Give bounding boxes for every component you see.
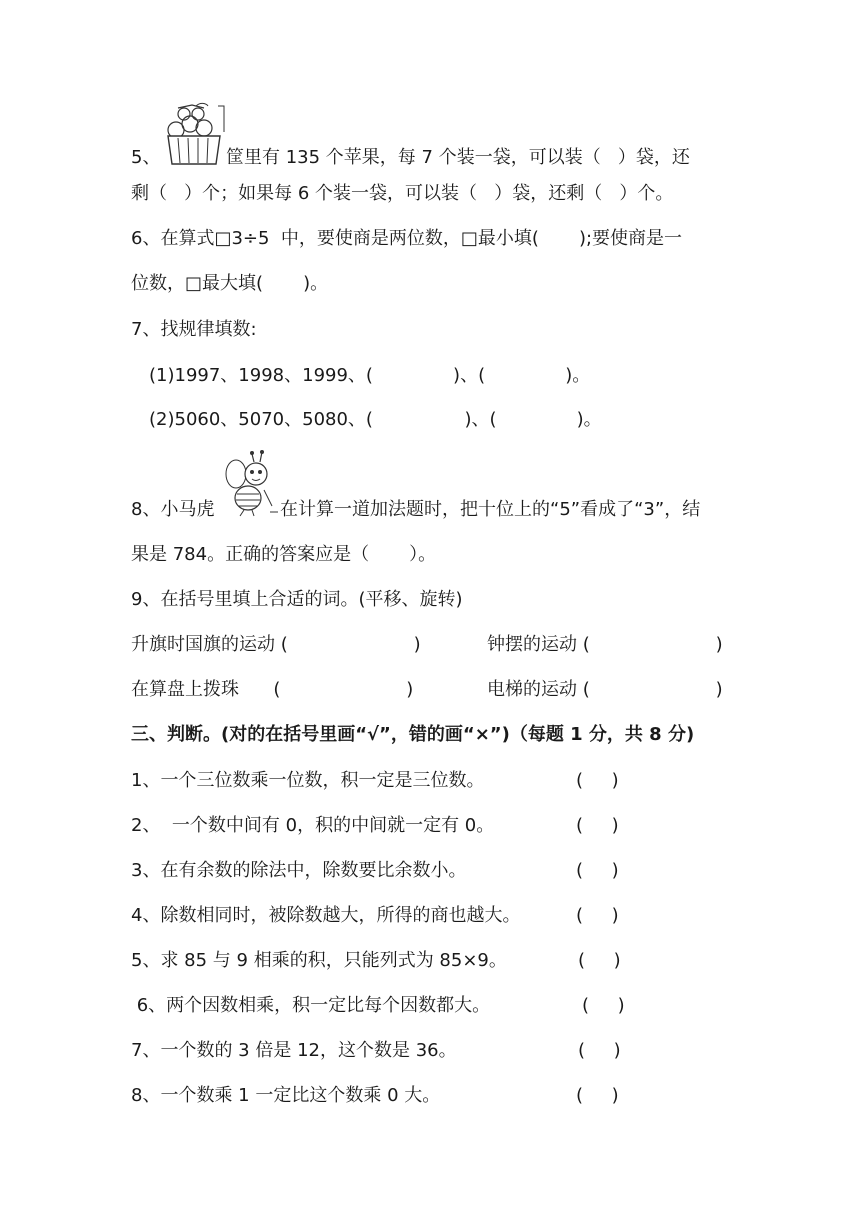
q5-text-2: 剩（ ）个；如果每 6 个装一袋，可以装（ ）袋，还剩（ ）个。: [131, 183, 674, 204]
q8-text-2: 果是 784。正确的答案应是（ ）。: [131, 544, 437, 565]
judge-item-1: 1、一个三位数乘一位数，积一定是三位数。: [131, 770, 485, 791]
q9-item-flag: 升旗时国旗的运动 ( ): [131, 634, 421, 655]
judge-item-8: 8、一个数乘 1 一定比这个数乘 0 大。: [131, 1085, 441, 1106]
judge-item-4: 4、除数相同时，被除数越大，所得的商也越大。: [131, 905, 521, 926]
judge-blank-3: ( ): [576, 860, 619, 881]
judge-blank-6: ( ): [582, 995, 625, 1016]
q8-text-start: 8、小马虎: [131, 499, 215, 520]
q5-number: 5、: [131, 147, 161, 168]
judge-item-6: 6、两个因数相乘，积一定比每个因数都大。: [131, 995, 491, 1016]
judge-item-7: 7、一个数的 3 倍是 12，这个数是 36。: [131, 1040, 457, 1061]
q9-title: 9、在括号里填上合适的词。(平移、旋转): [131, 589, 463, 610]
q6-text-2: 位数，□最大填( )。: [131, 273, 329, 294]
judge-blank-8: ( ): [576, 1085, 619, 1106]
q9-item-pendulum: 钟摆的运动 ( ): [487, 634, 723, 655]
q8-text-rest: 在计算一道加法题时，把十位上的“5”看成了“3”，结: [280, 499, 701, 520]
judge-item-3: 3、在有余数的除法中，除数要比余数小。: [131, 860, 467, 881]
q7-item-2: (2)5060、5070、5080、( )、( )。: [149, 409, 602, 430]
bee-cartoon-image: [222, 450, 282, 518]
apple-basket-image: [160, 102, 226, 166]
judge-blank-4: ( ): [576, 905, 619, 926]
q7-item-1: (1)1997、1998、1999、( )、( )。: [149, 365, 591, 386]
judge-item-2: 2、 一个数中间有 0，积的中间就一定有 0。: [131, 815, 495, 836]
judge-item-5: 5、求 85 与 9 相乘的积，只能列式为 85×9。: [131, 950, 507, 971]
q6-text-1: 6、在算式□3÷5 中，要使商是两位数，□最小填( );要使商是一: [131, 228, 683, 249]
q7-title: 7、找规律填数:: [131, 319, 257, 340]
judge-blank-2: ( ): [576, 815, 619, 836]
judge-blank-5: ( ): [578, 950, 621, 971]
judge-blank-1: ( ): [576, 770, 619, 791]
section3-title: 三、判断。(对的在括号里画“√”，错的画“×”)（每题 1 分，共 8 分): [131, 724, 695, 745]
q9-item-elevator: 电梯的运动 ( ): [487, 679, 723, 700]
q5-text-1: 筐里有 135 个苹果，每 7 个装一袋，可以装（ ）袋，还: [226, 147, 690, 168]
q9-item-abacus: 在算盘上拨珠 ( ): [131, 679, 414, 700]
judge-blank-7: ( ): [578, 1040, 621, 1061]
